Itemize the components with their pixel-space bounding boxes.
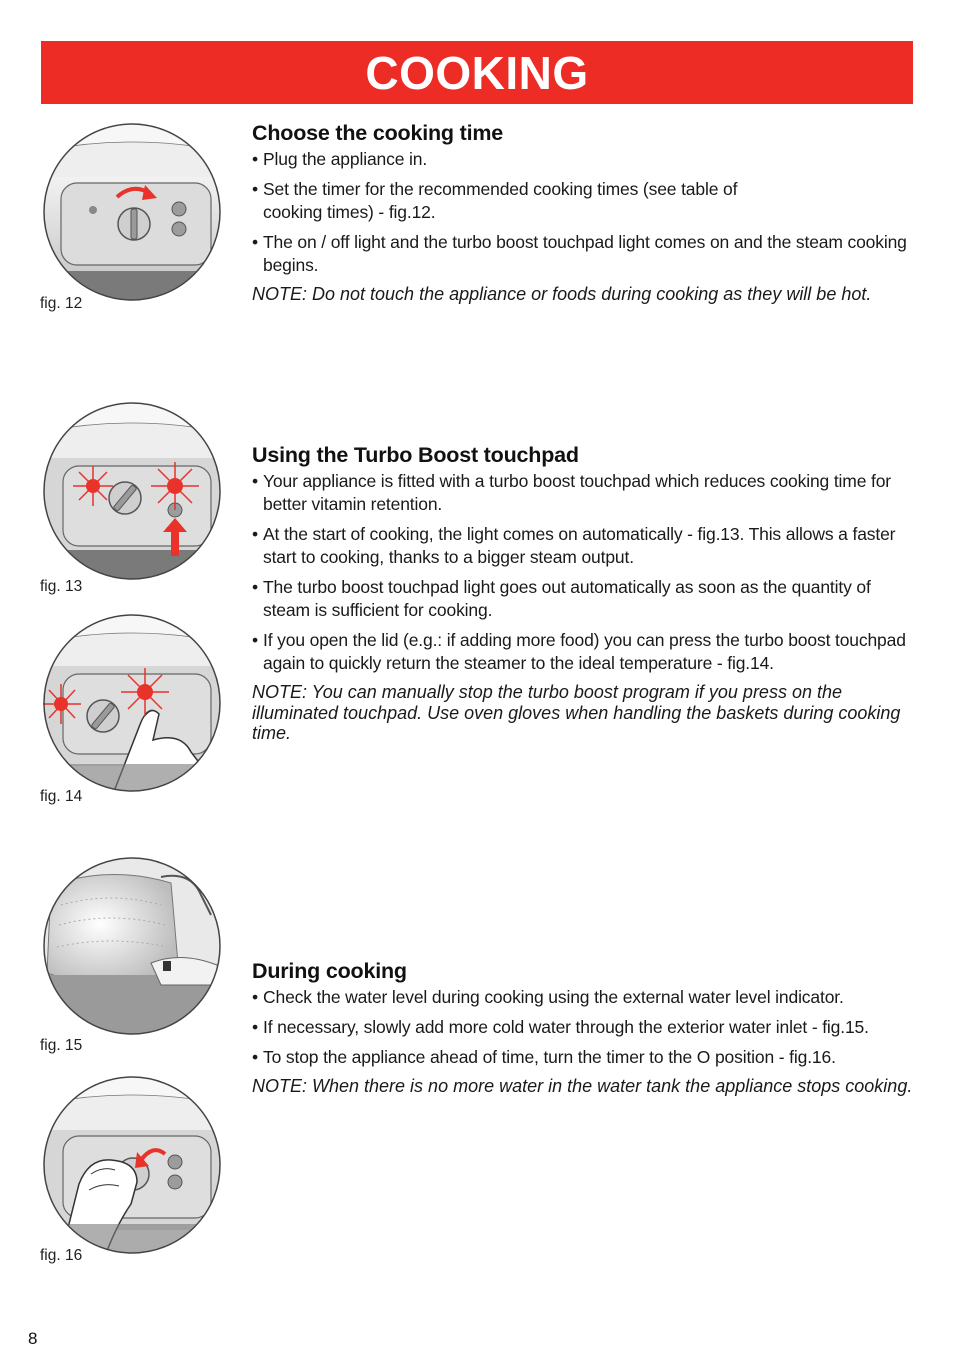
section-heading: Choose the cooking time [252, 121, 504, 145]
list-item: • Set the timer for the recommended cooking times (see table of cooking times) - fig.12. [252, 178, 914, 224]
fig-14-illustration [41, 612, 223, 794]
section-heading: During cooking [252, 959, 407, 983]
list-item: • To stop the appliance ahead of time, turn the timer to the O position - fig.16. [252, 1046, 914, 1069]
fig-12-caption: fig. 12 [40, 295, 83, 312]
fig-12-illustration [41, 121, 223, 303]
fig-15-caption: fig. 15 [40, 1037, 83, 1054]
note-text: NOTE: When there is no more water in the water tank the appliance stops cooking. [252, 1076, 913, 1096]
section-during-cooking [252, 959, 914, 1097]
bullet-list [252, 148, 914, 277]
list-item: • Your appliance is fitted with a turbo boost touchpad which reduces cooking time for better vitamin retention. [252, 470, 914, 516]
red-light-burst-right [151, 462, 199, 510]
list-item: • If necessary, slowly add more cold water through the exterior water inlet - fig.15. [252, 1016, 914, 1039]
list-item: • The on / off light and the turbo boost touchpad light comes on and the steam cooking begins. [252, 231, 914, 277]
section-choose-cooking-time [252, 121, 914, 305]
fig-13-illustration [41, 400, 223, 582]
page-title: COOKING [365, 46, 589, 99]
red-light-burst-left [73, 466, 113, 506]
section-turbo-boost [252, 443, 914, 744]
section-heading: Using the Turbo Boost touchpad [252, 443, 579, 467]
list-item: • Plug the appliance in. [252, 148, 914, 171]
note-text: NOTE: You can manually stop the turbo boost program if you press on the illuminated touchpad. Use oven gloves when handling the baskets during cooking time. [252, 682, 901, 743]
fig-15-illustration [41, 855, 223, 1037]
list-item: • If you open the lid (e.g.: if adding more food) you can press the turbo boost touchpad again to quickly return the steamer to the ideal temperature - fig.14. [252, 629, 914, 675]
fig-16-caption: fig. 16 [40, 1247, 83, 1264]
page-number: 8 [28, 1329, 38, 1348]
list-item: • Check the water level during cooking using the external water level indicator. [252, 986, 914, 1009]
bullet-list [252, 986, 914, 1069]
bullet-list [252, 470, 914, 675]
title-banner [41, 41, 913, 104]
note-text: NOTE: Do not touch the appliance or foods during cooking as they will be hot. [252, 284, 872, 304]
fig-16-illustration [41, 1074, 223, 1256]
fig-13-caption: fig. 13 [40, 578, 83, 595]
list-item: • The turbo boost touchpad light goes out automatically as soon as the quantity of steam is sufficient for cooking. [252, 576, 914, 622]
red-light-burst-right [121, 668, 169, 716]
list-item: • At the start of cooking, the light comes on automatically - fig.13. This allows a faster start to cooking, thanks to a bigger steam output. [252, 523, 914, 569]
fig-14-caption: fig. 14 [40, 788, 83, 805]
